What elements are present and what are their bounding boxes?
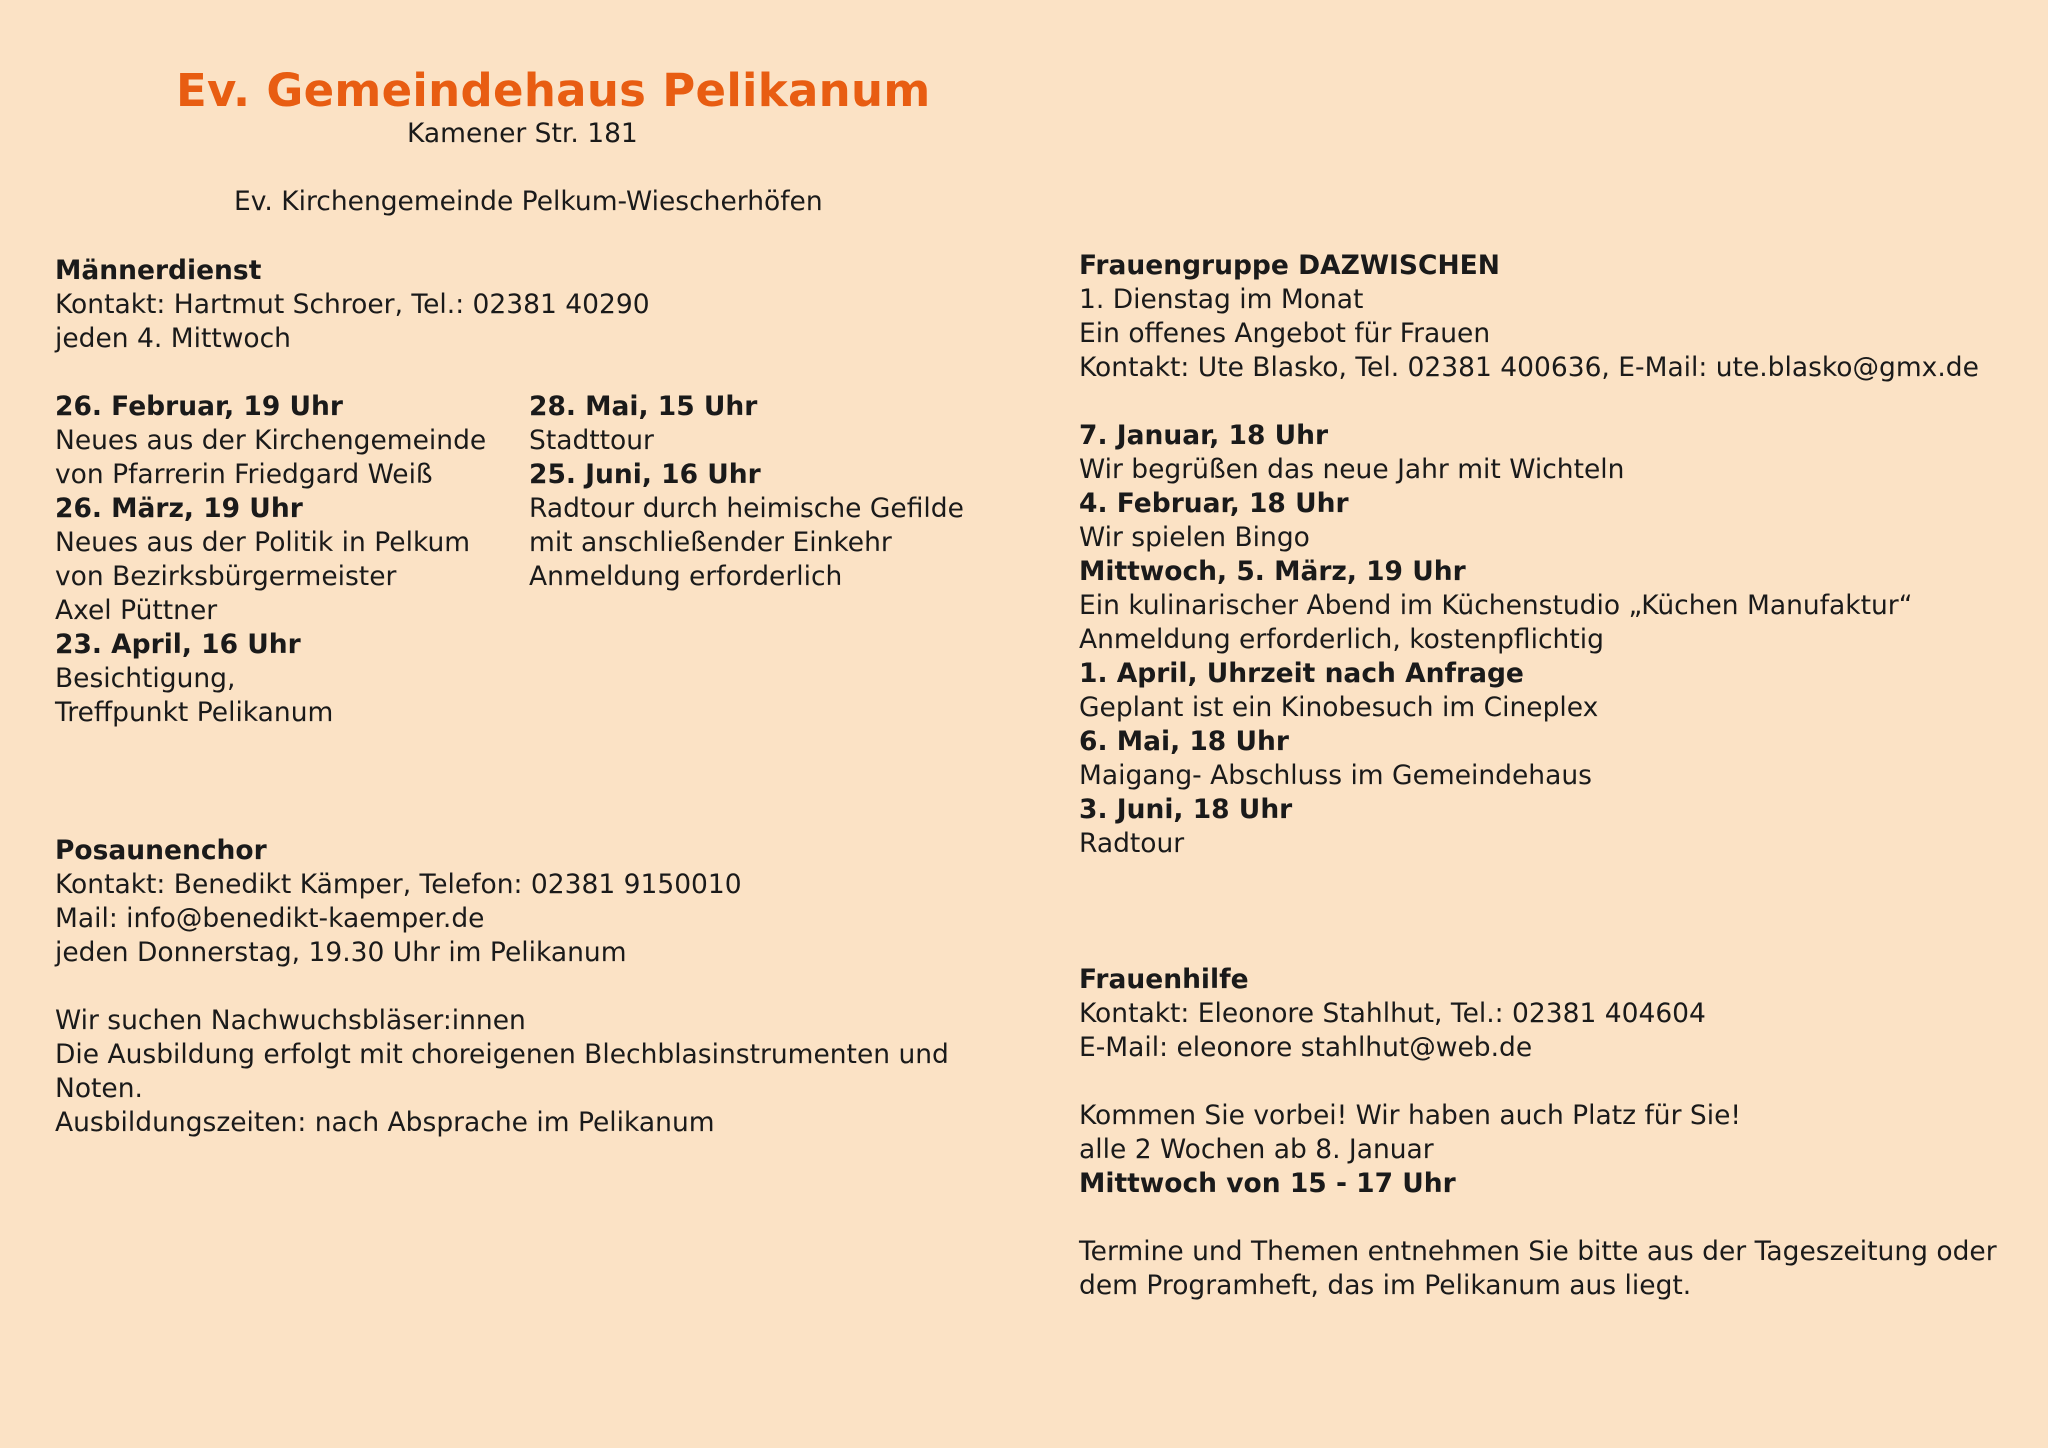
maennerdienst-events-left: [55, 390, 486, 730]
frauenhilfe-mail: E-Mail: eleonore stahlhut@web.de: [1079, 1032, 1533, 1063]
frauenhilfe-frequency: alle 2 Wochen ab 8. Januar: [1079, 1134, 1434, 1165]
maennerdienst-heading: Männerdienst: [55, 255, 262, 286]
frauenhilfe-note-line: Termine und Themen entnehmen Sie bitte aus der Tageszeitung oder: [1079, 1236, 1997, 1267]
event-date: 3. Juni, 18 Uhr: [1079, 794, 1293, 825]
event-description: Stadttour: [529, 425, 654, 456]
event-description: mit anschließender Einkehr: [529, 527, 892, 558]
event-date: 25. Juni, 16 Uhr: [529, 459, 761, 490]
posaunenchor-recruiting: [55, 1004, 949, 1140]
event-description: Wir begrüßen das neue Jahr mit Wichteln: [1079, 454, 1625, 485]
address: Kamener Str. 181: [407, 118, 638, 149]
event-description: Treffpunkt Pelikanum: [55, 697, 334, 728]
event-date: 1. April, Uhrzeit nach Anfrage: [1079, 658, 1524, 689]
posaunenchor-section: [55, 834, 742, 970]
page-title: Ev. Gemeindehaus Pelikanum: [176, 64, 931, 117]
posaunenchor-training: Noten.: [55, 1073, 143, 1104]
posaunenchor-mail: Mail: info@benedikt-kaemper.de: [55, 903, 485, 934]
frauengruppe-offer: Ein offenes Angebot für Frauen: [1079, 318, 1491, 349]
posaunenchor-schedule: jeden Donnerstag, 19.30 Uhr im Pelikanum: [55, 937, 627, 968]
event-date: 26. Februar, 19 Uhr: [55, 391, 343, 422]
frauenhilfe-section: [1079, 963, 1706, 1065]
event-description: Maigang- Abschluss im Gemeindehaus: [1079, 760, 1592, 791]
event-description: von Pfarrerin Friedgard Weiß: [55, 459, 433, 490]
event-description: Wir spielen Bingo: [1079, 522, 1310, 553]
posaunenchor-times: Ausbildungszeiten: nach Absprache im Pelikanum: [55, 1107, 715, 1138]
frauengruppe-contact: Kontakt: Ute Blasko, Tel. 02381 400636, E-Mail: ute.blasko@gmx.de: [1079, 352, 1979, 383]
event-description: Radtour durch heimische Gefilde: [529, 493, 964, 524]
posaunenchor-heading: Posaunenchor: [55, 835, 267, 866]
frauengruppe-heading: Frauengruppe DAZWISCHEN: [1079, 250, 1500, 281]
event-description: Ein kulinarischer Abend im Küchenstudio „Küchen Manufaktur“: [1079, 590, 1913, 621]
event-description: von Bezirksbürgermeister: [55, 561, 397, 592]
event-description: Besichtigung,: [55, 663, 236, 694]
frauenhilfe-note: [1079, 1235, 1997, 1303]
event-description: Geplant ist ein Kinobesuch im Cineplex: [1079, 692, 1599, 723]
event-description: Radtour: [1079, 828, 1185, 859]
posaunenchor-search: Wir suchen Nachwuchsbläser:innen: [55, 1005, 526, 1036]
maennerdienst-schedule: jeden 4. Mittwoch: [55, 323, 291, 354]
maennerdienst-section: [55, 254, 650, 356]
event-date: 6. Mai, 18 Uhr: [1079, 726, 1289, 757]
event-description: Neues aus der Kirchengemeinde: [55, 425, 487, 456]
frauenhilfe-heading: Frauenhilfe: [1079, 964, 1249, 995]
frauengruppe-section: [1079, 249, 1979, 385]
maennerdienst-contact: Kontakt: Hartmut Schroer, Tel.: 02381 40290: [55, 289, 650, 320]
event-description: Anmeldung erforderlich: [529, 561, 843, 592]
event-date: Mittwoch, 5. März, 19 Uhr: [1079, 556, 1466, 587]
event-date: 4. Februar, 18 Uhr: [1079, 488, 1349, 519]
frauenhilfe-time: Mittwoch von 15 - 17 Uhr: [1079, 1168, 1456, 1199]
maennerdienst-events-right: [529, 390, 964, 594]
posaunenchor-contact: Kontakt: Benedikt Kämper, Telefon: 02381 9150010: [55, 869, 742, 900]
frauengruppe-schedule: 1. Dienstag im Monat: [1079, 284, 1364, 315]
event-date: 23. April, 16 Uhr: [55, 629, 301, 660]
event-date: 7. Januar, 18 Uhr: [1079, 420, 1329, 451]
event-date: 26. März, 19 Uhr: [55, 493, 303, 524]
event-description: Axel Püttner: [55, 595, 218, 626]
event-description: Neues aus der Politik in Pelkum: [55, 527, 471, 558]
frauengruppe-events: [1079, 419, 1912, 861]
frauenhilfe-note-line: dem Programheft, das im Pelikanum aus liegt.: [1079, 1270, 1692, 1301]
event-date: 28. Mai, 15 Uhr: [529, 391, 758, 422]
frauenhilfe-details: [1079, 1099, 1741, 1201]
frauenhilfe-invite: Kommen Sie vorbei! Wir haben auch Platz für Sie!: [1079, 1100, 1742, 1131]
parish-name: Ev. Kirchengemeinde Pelkum-Wiescherhöfen: [234, 186, 823, 217]
posaunenchor-training: Die Ausbildung erfolgt mit choreigenen Blechblasinstrumenten und: [55, 1039, 949, 1070]
frauenhilfe-contact: Kontakt: Eleonore Stahlhut, Tel.: 02381 404604: [1079, 998, 1706, 1029]
event-description: Anmeldung erforderlich, kostenpflichtig: [1079, 624, 1604, 655]
